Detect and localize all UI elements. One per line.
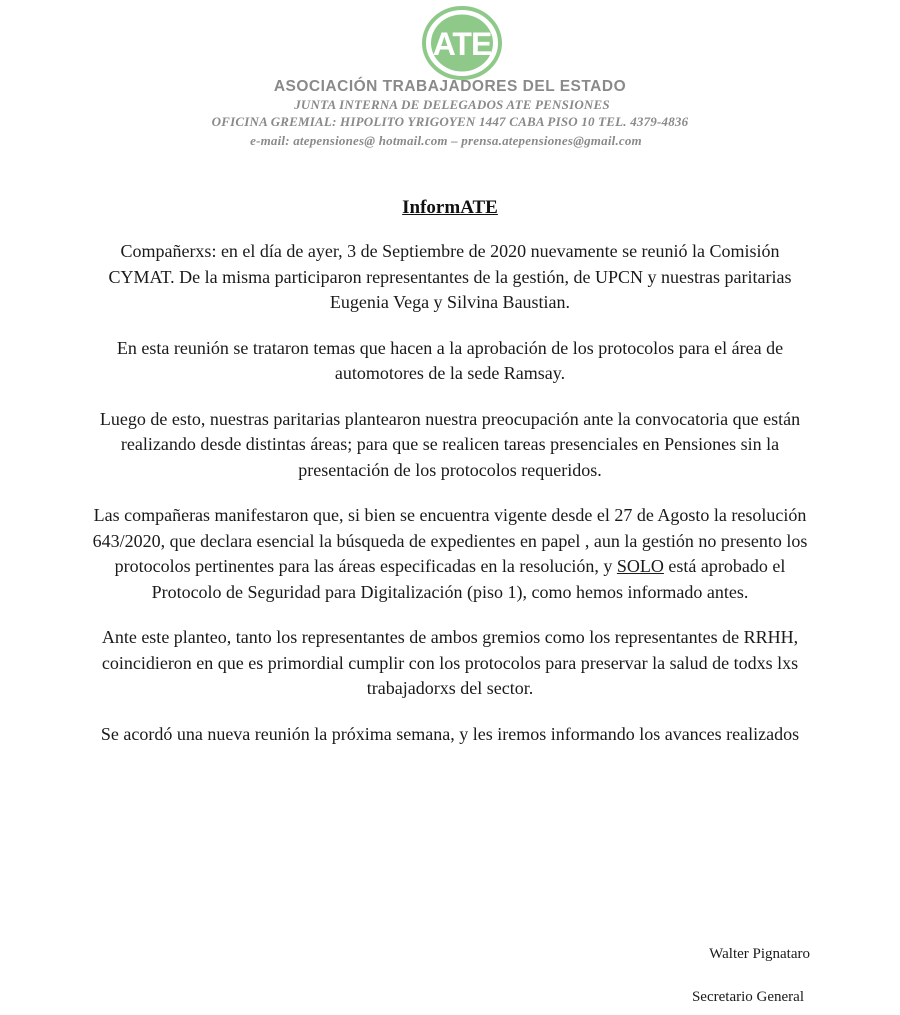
org-name: ASOCIACIÓN TRABAJADORES DEL ESTADO [273, 78, 627, 95]
paragraph-1: Compañerxs: en el día de ayer, 3 de Septiembre de 2020 nuevamente se reunió la Comisión CYMAT. De la misma participaron representantes de la gestión, de UPCN y nuestras paritarias Eugenia Vega y Silvina Baustian. [108, 241, 792, 312]
letterhead-email: e-mail: atepensiones@ hotmail.com – prensa.atepensiones@gmail.com [250, 133, 642, 148]
paragraph-3: Luego de esto, nuestras paritarias plantearon nuestra preocupación ante la convocatoria que están realizando desde distintas áreas; para que se realicen tareas presenciales en Pensiones sin la presentación de los protocolos requeridos. [99, 408, 801, 480]
paragraph-4-part-a: Las compañeras manifestaron que, si bien se encuentra vigente desde el 27 de Agosto la resolución 643/2020, que declara esencial la búsqueda de expedientes en papel , aun la gestión no presento los protocolos pertinentes para las áreas especificadas en la resolución, y [92, 505, 808, 576]
letterhead-junta: JUNTA INTERNA DE DELEGADOS ATE PENSIONES [294, 97, 610, 112]
ate-logo [421, 5, 503, 81]
paragraph-5: Ante este planteo, tanto los representantes de ambos gremios como los representantes de RRHH, coincidieron en que es primordial cumplir con los protocolos para preservar la salud de todxs lxs trabajadorxs del sector. [101, 627, 799, 698]
paragraph-4-part-b: está aprobado el Protocolo de Seguridad para Digitalización (piso 1), como hemos informado antes. [151, 556, 786, 602]
document-title: InformATE [402, 197, 498, 218]
letterhead-address: OFICINA GREMIAL: HIPOLITO YRIGOYEN 1447 CABA PISO 10 TEL. 4379-4836 [211, 114, 689, 129]
paragraph-4 [90, 503, 810, 605]
paragraph-2: En esta reunión se trataron temas que hacen a la aprobación de los protocolos para el área de automotores de la sede Ramsay. [116, 337, 784, 383]
signature-name: Walter Pignataro [709, 946, 810, 962]
signature-role: Secretario General [691, 989, 804, 1005]
paragraph-6: Se acordó una nueva reunión la próxima semana, y les iremos informando los avances realizados [100, 723, 800, 744]
underlined-solo: SOLO [616, 556, 664, 576]
logo-text: ATE [432, 26, 492, 62]
document-body [90, 239, 810, 767]
